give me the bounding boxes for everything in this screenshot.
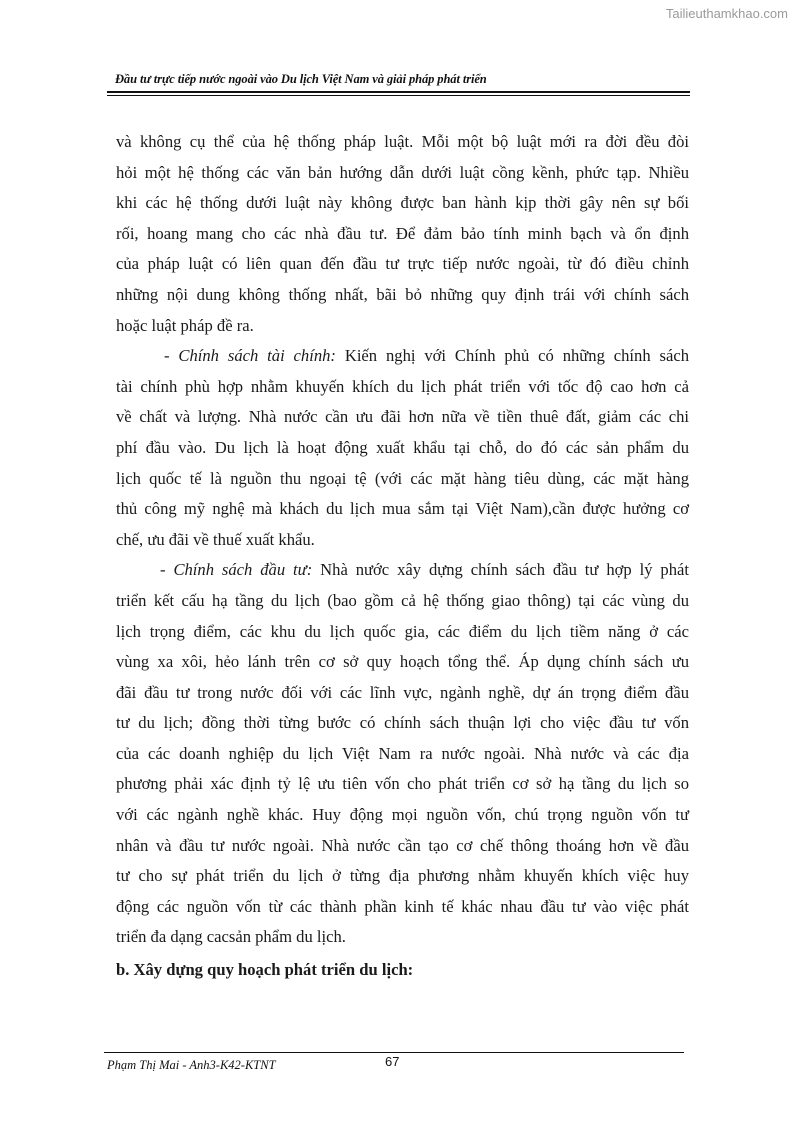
footer-author: Phạm Thị Mai - Anh3-K42-KTNT [107, 1058, 276, 1072]
text-line: triển kết cấu hạ tầng du lịch (bao gồm cả hệ thống giao thông) tại các vùng du [116, 590, 689, 610]
running-header-title: Đầu tư trực tiếp nước ngoài vào Du lịch Việt Nam và giải pháp phát triển [115, 72, 487, 86]
text-line: đãi đầu tư trong nước đối với các lĩnh vực, ngành nghề, dự án trọng điểm đầu [116, 682, 689, 702]
footer-rule [104, 1052, 684, 1053]
text-line: khi các hệ thống dưới luật này không được ban hành kịp thời gây nên sự bối [116, 193, 689, 213]
paragraph-legal-system [116, 127, 689, 341]
paragraph-investment-policy [116, 555, 689, 953]
text-line: phương phải xác định tỷ lệ ưu tiên vốn cho phát triển cơ sở hạ tầng du lịch so [116, 774, 689, 794]
section-heading: b. Xây dựng quy hoạch phát triển du lịch: [116, 960, 414, 980]
watermark: Tailieuthamkhao.com [665, 6, 788, 21]
text-line: vùng xa xôi, hẻo lánh trên cơ sở quy hoạch tổng thể. Áp dụng chính sách ưu [116, 652, 689, 672]
text-line: tư du lịch; đồng thời từng bước có chính sách thuận lợi cho việc đầu tư vốn [116, 713, 689, 733]
text-line: của các doanh nghiệp du lịch Việt Nam ra nước ngoài. Nhà nước và các địa [116, 743, 689, 763]
header-rule [107, 91, 690, 93]
text-line [116, 555, 689, 586]
investment-policy-label: - Chính sách đầu tư: [160, 560, 313, 580]
text-line: với các ngành nghề khác. Huy động mọi nguồn vốn, chú trọng nguồn vốn tư [116, 805, 689, 825]
text-line: của pháp luật có liên quan đến đầu tư trực tiếp nước ngoài, từ đó điều chỉnh [116, 254, 689, 274]
text-line: phí đầu vào. Du lịch là hoạt động xuất khẩu tại chỗ, do đó các sản phẩm du [116, 437, 689, 457]
text-line: về chất và lượng. Nhà nước cần ưu đãi hơn nữa về tiền thuê đất, giảm các chi [116, 407, 689, 427]
text-line: hoặc luật pháp đề ra. [116, 315, 254, 335]
text-line: tư cho sự phát triển du lịch ở từng địa phương nhằm khuyến khích việc huy [116, 866, 689, 886]
text-line: những nội dung không thống nhất, bãi bỏ những quy định trái với chính sách [116, 284, 689, 304]
text-line: và không cụ thể của hệ thống pháp luật. Mỗi một bộ luật mới ra đời đều đòi [116, 132, 689, 151]
financial-policy-label: - Chính sách tài chính: [164, 346, 336, 366]
text-line: hỏi một hệ thống các văn bản hướng dẫn dưới luật cồng kềnh, phức tạp. Nhiều [116, 162, 689, 182]
text-line: lịch quốc tế là nguồn thu ngoại tệ (với các mặt hàng tiêu dùng, các mặt hàng [116, 468, 689, 488]
text-line: rối, hoang mang cho các nhà đầu tư. Để đảm bảo tính minh bạch và ổn định [116, 223, 689, 243]
text-line: tài chính phù hợp nhằm khuyến khích du lịch phát triển với tốc độ cao hơn cả [116, 376, 689, 396]
paragraph-financial-policy [116, 341, 689, 555]
text-line: thủ công mỹ nghệ mà khách du lịch mua sắm tại Việt Nam),cần được hưởng cơ [116, 499, 689, 519]
text-line: động các nguồn vốn từ các thành phần kinh tế khác nhau đầu tư vào việc phát [116, 896, 689, 916]
text-fragment: Kiến nghị với Chính phủ có những chính sách [335, 346, 689, 366]
text-line: triển đa dạng cacsản phẩm du lịch. [116, 927, 346, 947]
text-line: chế, ưu đãi về thuế xuất khẩu. [116, 529, 315, 549]
text-line: nhân và đầu tư nước ngoài. Nhà nước cần tạo cơ chế thông thoáng hơn về đầu [116, 835, 689, 855]
header-rule-thin [107, 95, 690, 96]
text-line [116, 341, 689, 372]
text-line: lịch trọng điểm, các khu du lịch quốc gia, các điểm du lịch tiềm năng ở các [116, 621, 689, 641]
text-fragment: Nhà nước xây dựng chính sách đầu tư hợp lý phát [312, 560, 689, 580]
page-body [116, 127, 689, 986]
page-number: 67 [385, 1054, 400, 1069]
